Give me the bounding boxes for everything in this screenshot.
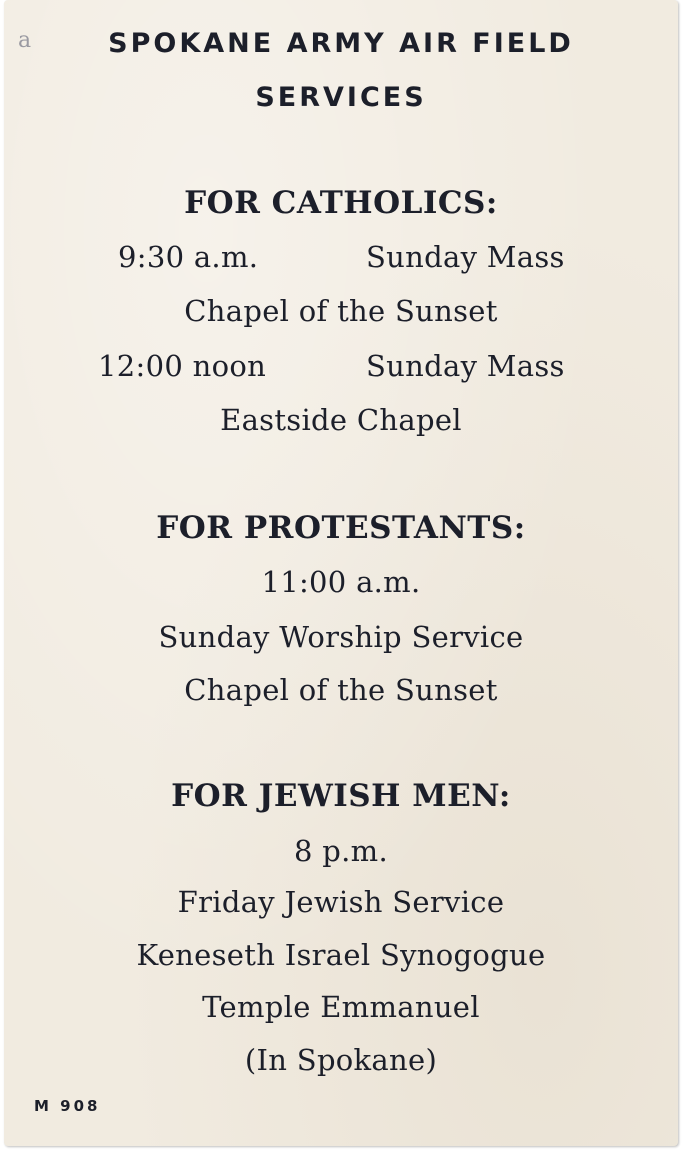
- jewish-place-2: Temple Emmanuel: [202, 990, 480, 1024]
- catholics-time-1: 9:30 a.m.: [118, 240, 259, 274]
- catholics-place-2: Eastside Chapel: [220, 403, 462, 437]
- catholics-service-1: Sunday Mass: [366, 240, 565, 274]
- catholics-heading: FOR CATHOLICS:: [184, 185, 498, 221]
- catholics-service-2: Sunday Mass: [366, 349, 565, 383]
- card-title: SPOKANE ARMY AIR FIELD: [108, 28, 574, 59]
- jewish-place-1: Keneseth Israel Synogogue: [136, 938, 546, 972]
- protestants-place: Chapel of the Sunset: [184, 673, 498, 707]
- jewish-time: 8 p.m.: [294, 834, 388, 868]
- jewish-heading: FOR JEWISH MEN:: [171, 778, 511, 814]
- service-card: [4, 0, 678, 1146]
- catholics-time-2: 12:00 noon: [98, 349, 267, 383]
- protestants-heading: FOR PROTESTANTS:: [156, 510, 526, 546]
- protestants-service: Sunday Worship Service: [158, 620, 524, 654]
- jewish-note: (In Spokane): [244, 1043, 438, 1077]
- jewish-service: Friday Jewish Service: [177, 885, 505, 919]
- protestants-time: 11:00 a.m.: [261, 565, 421, 599]
- pencil-mark: a: [18, 28, 32, 53]
- card-subtitle: SERVICES: [255, 82, 427, 113]
- catholics-place-1: Chapel of the Sunset: [184, 294, 498, 328]
- form-code: M 908: [34, 1097, 101, 1115]
